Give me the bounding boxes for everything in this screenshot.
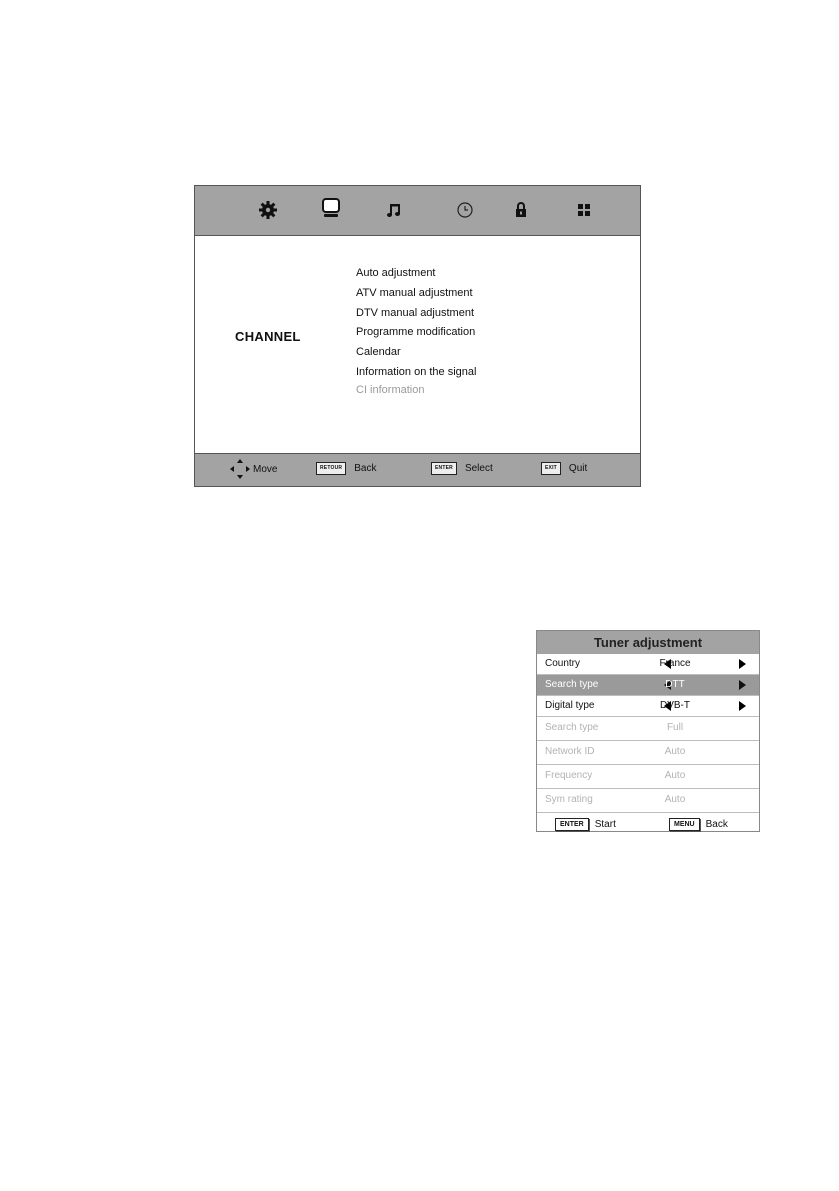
channel-menu-list — [356, 264, 476, 399]
row-label: Network ID — [545, 746, 595, 757]
row-value: DTT — [665, 679, 685, 690]
enter-key[interactable]: ENTER — [555, 818, 589, 831]
select-label: Select — [464, 463, 493, 474]
tuner-row-frequency — [537, 765, 759, 789]
menu-item-information-on-signal[interactable]: Information on the signal — [356, 365, 477, 378]
move-arrows-icon — [229, 458, 251, 480]
lock-icon[interactable] — [509, 198, 533, 222]
exit-key[interactable]: EXIT — [541, 462, 561, 475]
tuner-adjustment-panel — [536, 630, 760, 832]
menu-item-auto-adjustment[interactable]: Auto adjustment — [356, 267, 436, 279]
back-label: Back — [354, 463, 377, 474]
menu-item-atv-manual-adjustment[interactable]: ATV manual adjustment — [356, 286, 473, 299]
clock-icon[interactable] — [453, 198, 477, 222]
hint-back — [316, 462, 376, 475]
tuner-row-country[interactable] — [537, 654, 759, 675]
tuner-title: Tuner adjustment — [537, 631, 759, 654]
music-note-icon[interactable] — [382, 198, 406, 222]
hint-move — [229, 458, 277, 480]
hint-back — [669, 818, 728, 831]
row-label: Search type — [545, 722, 599, 733]
menu-icon-bar — [195, 186, 640, 236]
row-label: Country — [545, 658, 581, 669]
menu-item-dtv-manual-adjustment[interactable]: DTV manual adjustment — [356, 306, 474, 319]
menu-item-calendar[interactable]: Calendar — [356, 346, 401, 359]
retour-key[interactable]: RETOUR — [316, 462, 346, 475]
enter-key[interactable]: ENTER — [431, 462, 457, 475]
tuner-row-network-id — [537, 741, 759, 765]
tuner-footer — [537, 813, 759, 837]
menu-item-ci-information: CI information — [356, 383, 425, 396]
row-value: DVB-T — [660, 700, 690, 711]
hint-quit — [541, 462, 587, 475]
gear-icon[interactable] — [256, 198, 280, 222]
tuner-row-search-type-disabled — [537, 717, 759, 741]
back-label: Back — [705, 819, 728, 830]
hint-start — [555, 818, 616, 831]
section-title: CHANNEL — [235, 329, 301, 344]
tuner-row-sym-rating — [537, 789, 759, 813]
tuner-row-search-type[interactable] — [537, 675, 759, 696]
quit-label: Quit — [568, 463, 588, 474]
row-value: France — [659, 658, 691, 669]
grid-icon[interactable] — [572, 198, 596, 222]
tuner-row-digital-type[interactable] — [537, 696, 759, 717]
row-value: Auto — [664, 746, 686, 757]
row-label: Digital type — [545, 700, 595, 711]
row-label: Frequency — [545, 770, 593, 781]
arrow-right-icon[interactable] — [739, 701, 746, 711]
arrow-right-icon[interactable] — [739, 680, 746, 690]
row-value: Auto — [664, 794, 686, 805]
hint-select — [431, 462, 493, 475]
arrow-right-icon[interactable] — [739, 659, 746, 669]
row-value: Full — [666, 722, 684, 733]
row-label: Search type — [545, 679, 599, 690]
start-label: Start — [594, 819, 616, 830]
menu-item-programme-modification[interactable]: Programme modification — [356, 326, 476, 339]
monitor-icon[interactable] — [319, 196, 343, 220]
row-label: Sym rating — [545, 794, 593, 805]
row-value: Auto — [664, 770, 686, 781]
channel-menu — [194, 185, 641, 487]
move-label: Move — [253, 463, 278, 475]
menu-key[interactable]: MENU — [669, 818, 700, 831]
menu-footer — [195, 453, 640, 486]
